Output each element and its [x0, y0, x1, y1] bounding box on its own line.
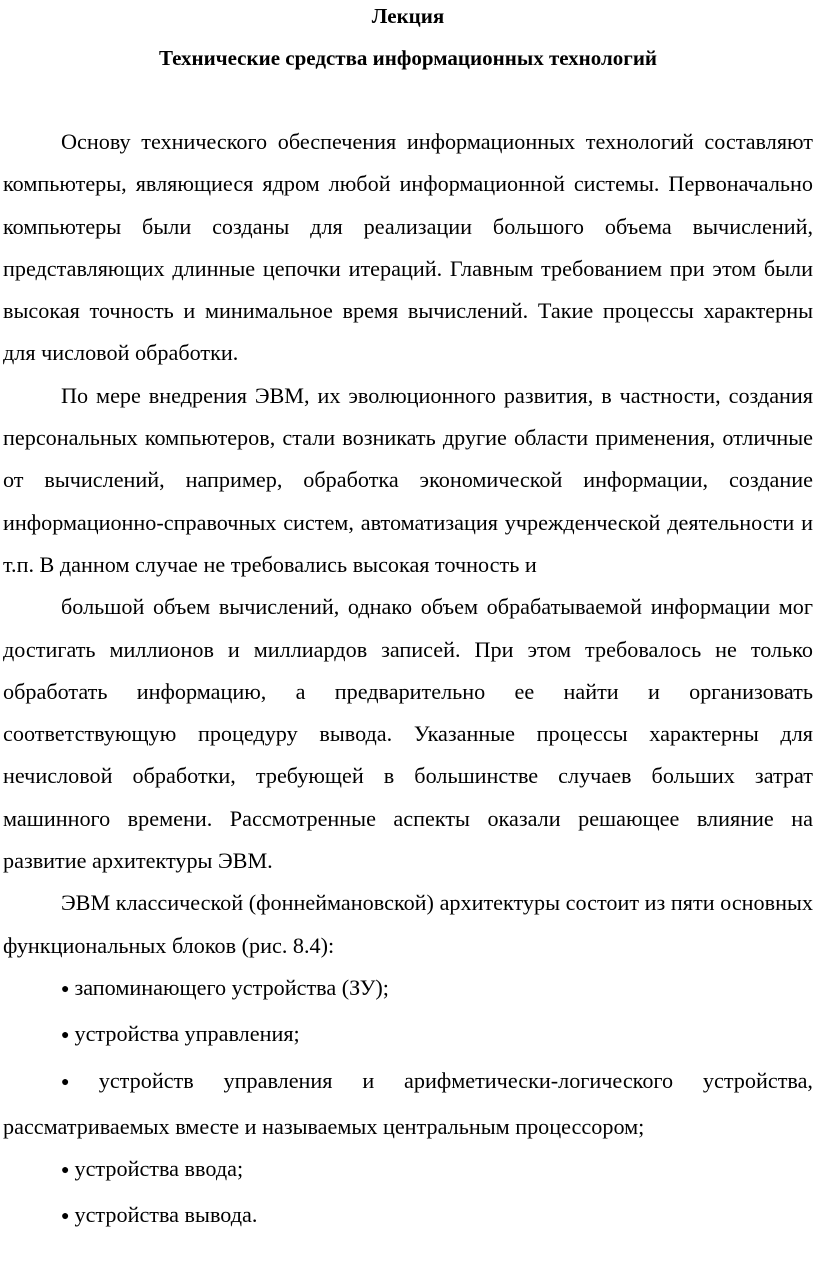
list-item — [3, 1194, 813, 1240]
lecture-title: Технические средства информационных технологий — [158, 46, 658, 70]
bullet-icon: ● — [61, 1074, 94, 1090]
bullet-icon: ● — [61, 1209, 70, 1225]
list-item — [3, 1060, 813, 1149]
document-body — [3, 121, 813, 1241]
paragraph-1: Основу технического обеспечения информационных технологий составляют компьютеры, являющиеся ядром любой информационной системы. Первоначально компьютеры были созданы для реализации большого объема вычислений, представляющих длинные цепочки итераций. Главным требованием при этом были высокая точность и минимальное время вычислений. Такие процессы характерны для числовой обработки. — [3, 129, 813, 366]
list-item — [3, 1148, 813, 1194]
paragraph-4: ЭВМ классической (фоннеймановской) архитектуры состоит из пяти основных функциональных блоков (рис. 8.4): — [3, 890, 813, 958]
list-item — [3, 1013, 813, 1059]
paragraph-2: По мере внедрения ЭВМ, их эволюционного развития, в частности, создания персональных компьютеров, стали возникать другие области применения, отличные от вычислений, например, обработка экономической информации, создание информационно-справочных систем, автоматизация учрежденческой деятельности и т.п. В данном случае не требовались высокая точность и — [3, 382, 813, 577]
list-item-text: устройства вывода. — [74, 1202, 258, 1228]
list-item — [3, 967, 813, 1013]
list-item-text: устройства ввода; — [74, 1156, 244, 1182]
bullet-icon: ● — [61, 1028, 70, 1044]
list-item-text: запоминающего устройства (ЗУ); — [74, 974, 389, 1000]
list-item-text: устройства управления; — [74, 1021, 300, 1047]
paragraph-3: большой объем вычислений, однако объем обрабатываемой информации мог достигать миллионов и миллиардов записей. При этом требовалось не только обработать информацию, а предварительно ее найти и организовать соответствующую процедуру вывода. Указанные процессы характерны для нечисловой обработки, требующей в большинстве случаев больших затрат машинного времени. Рассмотренные аспекты оказали решающее влияние на развитие архитектуры ЭВМ. — [3, 594, 813, 874]
list-item-text: устройств управления и арифметически-логического устройства, рассматриваемых вместе и называемых центральным процессором; — [3, 1067, 813, 1139]
bullet-icon: ● — [61, 1163, 70, 1179]
bullet-icon: ● — [61, 981, 70, 997]
lecture-heading: Лекция — [371, 4, 445, 28]
